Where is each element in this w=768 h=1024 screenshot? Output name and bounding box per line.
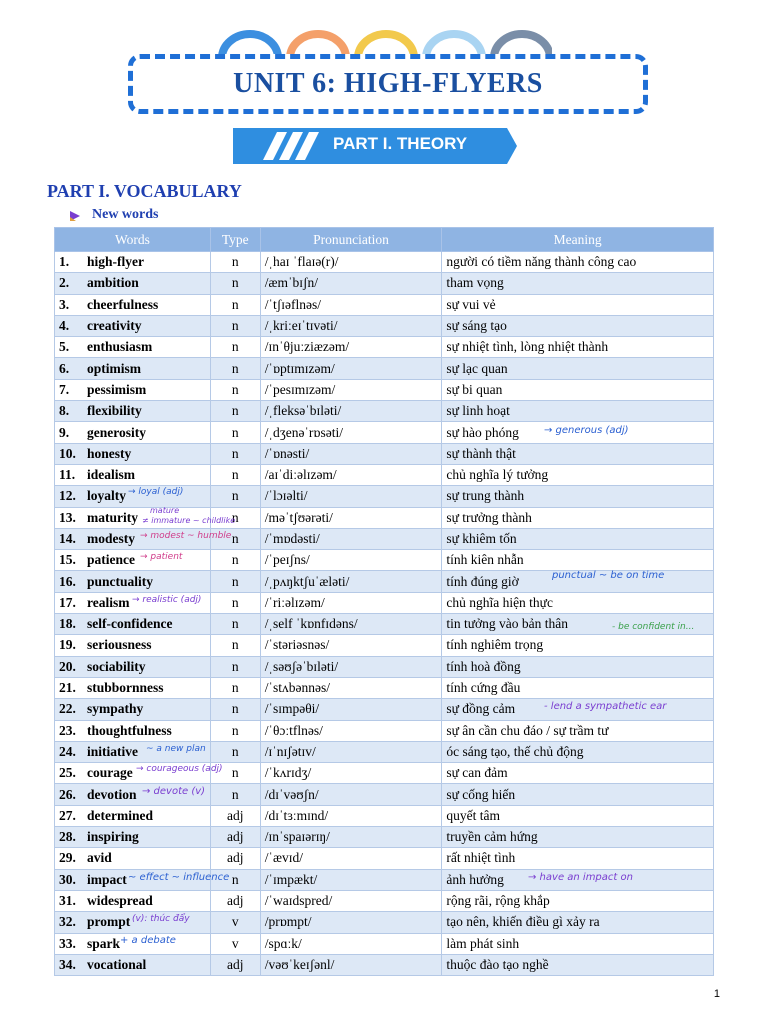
meaning-cell: tính kiên nhẫn [442, 550, 714, 571]
meaning-cell: tin tưởng vào bản thân [442, 614, 714, 635]
word-cell [55, 443, 211, 464]
table-row [55, 401, 714, 422]
meaning-cell: người có tiềm năng thành công cao [442, 252, 714, 273]
row-number: 7. [59, 381, 70, 397]
word-text: optimism [87, 360, 141, 376]
row-number: 2. [59, 275, 70, 291]
table-row [55, 252, 714, 273]
meaning-cell: chủ nghĩa hiện thực [442, 592, 714, 613]
word-text: pessimism [87, 381, 147, 397]
meaning-cell: sự bi quan [442, 379, 714, 400]
word-cell [55, 933, 211, 954]
type-cell: adj [210, 848, 260, 869]
word-text: vocational [87, 956, 147, 972]
word-cell [55, 827, 211, 848]
pronunciation-cell: /ˈlɔɪəlti/ [260, 486, 442, 507]
word-text: creativity [87, 318, 142, 334]
row-number: 28. [59, 829, 76, 845]
row-number: 20. [59, 658, 76, 674]
table-row [55, 358, 714, 379]
type-cell: n [210, 379, 260, 400]
row-number: 33. [59, 935, 76, 951]
row-number: 23. [59, 722, 76, 738]
table-row [55, 763, 714, 784]
table-row [55, 614, 714, 635]
meaning-cell: truyền cảm hứng [442, 827, 714, 848]
meaning-cell: tính cứng đầu [442, 677, 714, 698]
table-row [55, 443, 714, 464]
type-cell: n [210, 550, 260, 571]
word-cell [55, 869, 211, 890]
table-row [55, 379, 714, 400]
header-type: Type [210, 228, 260, 252]
pronunciation-cell: /ɪnˈθjuːziæzəm/ [260, 337, 442, 358]
pronunciation-cell: /ˈpesɪmɪzəm/ [260, 379, 442, 400]
pronunciation-cell: /æmˈbɪʃn/ [260, 273, 442, 294]
word-text: cheerfulness [87, 296, 159, 312]
word-cell [55, 252, 211, 273]
table-row [55, 422, 714, 443]
type-cell: n [210, 635, 260, 656]
annotation-loyalty: → loyal (adj) [128, 487, 184, 497]
meaning-cell: sự ân cần chu đáo / sự trầm tư [442, 720, 714, 741]
type-cell: n [210, 699, 260, 720]
word-text: widespread [87, 893, 153, 909]
meaning-cell: rộng rãi, rộng khắp [442, 890, 714, 911]
type-cell: n [210, 486, 260, 507]
pronunciation-cell: /prɒmpt/ [260, 912, 442, 933]
word-text: impact [87, 871, 127, 887]
word-text: patience [87, 552, 135, 568]
row-number: 31. [59, 893, 76, 909]
word-cell [55, 635, 211, 656]
word-cell [55, 912, 211, 933]
word-text: inspiring [87, 829, 139, 845]
type-cell: v [210, 933, 260, 954]
word-text: courage [87, 765, 133, 781]
word-text: thoughtfulness [87, 722, 172, 738]
type-cell: n [210, 571, 260, 592]
pronunciation-cell: /ˌfleksəˈbɪləti/ [260, 401, 442, 422]
word-text: modesty [87, 531, 135, 546]
meaning-cell: sự trung thành [442, 486, 714, 507]
row-number: 1. [59, 254, 70, 270]
type-cell: n [210, 358, 260, 379]
row-number: 19. [59, 637, 76, 653]
meaning-cell: sự cống hiến [442, 784, 714, 805]
word-cell [55, 273, 211, 294]
table-row [55, 464, 714, 485]
meaning-cell: sự linh hoạt [442, 401, 714, 422]
meaning-cell: thuộc đào tạo nghề [442, 954, 714, 975]
row-number: 34. [59, 956, 76, 972]
table-row [55, 805, 714, 826]
type-cell: n [210, 741, 260, 762]
word-text: devotion [87, 786, 137, 802]
pronunciation-cell: /dɪˈvəʊʃn/ [260, 784, 442, 805]
meaning-cell: sự nhiệt tình, lòng nhiệt thành [442, 337, 714, 358]
word-text: prompt [87, 914, 131, 930]
pronunciation-cell: /məˈtʃʊərəti/ [260, 507, 442, 528]
word-cell [55, 507, 211, 528]
annotation-realism: → realistic (adj) [132, 595, 202, 605]
type-cell: adj [210, 827, 260, 848]
row-number: 29. [59, 850, 76, 866]
pronunciation-cell: /ˌkriːeɪˈtɪvəti/ [260, 315, 442, 336]
word-cell [55, 337, 211, 358]
word-cell [55, 422, 211, 443]
meaning-cell: tham vọng [442, 273, 714, 294]
word-cell [55, 464, 211, 485]
pronunciation-cell: /ˈkʌrɪdʒ/ [260, 763, 442, 784]
meaning-cell: sự hào phóng [442, 422, 714, 443]
word-text: enthusiasm [87, 339, 153, 355]
table-row [55, 827, 714, 848]
pronunciation-cell: /ˈstʌbənnəs/ [260, 677, 442, 698]
word-cell [55, 677, 211, 698]
word-cell [55, 592, 211, 613]
pronunciation-cell: /spɑːk/ [260, 933, 442, 954]
meaning-cell: quyết tâm [442, 805, 714, 826]
pronunciation-cell: /ˈævɪd/ [260, 848, 442, 869]
meaning-cell: sự thành thật [442, 443, 714, 464]
word-text: initiative [87, 743, 138, 759]
pronunciation-cell: /dɪˈtɜːmɪnd/ [260, 805, 442, 826]
row-number: 16. [59, 573, 76, 589]
subheading [70, 207, 159, 223]
table-row [55, 486, 714, 507]
row-number: 4. [59, 318, 70, 334]
word-text: seriousness [87, 637, 152, 653]
word-text: avid [87, 850, 112, 866]
row-number: 5. [59, 339, 70, 355]
meaning-cell: rất nhiệt tình [442, 848, 714, 869]
word-cell [55, 699, 211, 720]
meaning-cell: sự đồng cảm [442, 699, 714, 720]
type-cell: n [210, 763, 260, 784]
type-cell: n [210, 401, 260, 422]
pronunciation-cell: /aɪˈdiːəlɪzəm/ [260, 464, 442, 485]
pronunciation-cell: /ˈstəriəsnəs/ [260, 635, 442, 656]
vocabulary-table [54, 227, 714, 976]
header-words: Words [55, 228, 211, 252]
row-number: 10. [59, 445, 76, 461]
page-number: 1 [713, 988, 720, 1000]
type-cell: n [210, 528, 260, 549]
table-row [55, 848, 714, 869]
type-cell: n [210, 614, 260, 635]
meaning-cell: tính đúng giờ [442, 571, 714, 592]
pronunciation-cell: /ˈθɔːtflnəs/ [260, 720, 442, 741]
type-cell: n [210, 422, 260, 443]
table-row [55, 528, 714, 549]
meaning-cell: sự lạc quan [442, 358, 714, 379]
pronunciation-cell: /ˈmɒdəsti/ [260, 528, 442, 549]
meaning-cell: óc sáng tạo, thế chủ động [442, 741, 714, 762]
word-cell [55, 848, 211, 869]
table-row [55, 699, 714, 720]
annotation-maturity-2: ≠ immature ~ childlike [142, 516, 236, 525]
header-meaning: Meaning [442, 228, 714, 252]
word-text: idealism [87, 467, 136, 483]
pronunciation-cell: /ɪˈnɪʃətɪv/ [260, 741, 442, 762]
word-cell [55, 294, 211, 315]
part-label: PART I. THEORY [333, 134, 468, 153]
unit-title-box [128, 54, 648, 114]
unit-title: UNIT 6: HIGH-FLYERS [233, 68, 543, 99]
annotation-modesty: → modest ~ humble [140, 531, 232, 541]
meaning-cell: sự vui vẻ [442, 294, 714, 315]
table-header-row [55, 228, 714, 252]
pronunciation-cell: /ˈriːəlɪzəm/ [260, 592, 442, 613]
table-row [55, 890, 714, 911]
meaning-cell: sự can đảm [442, 763, 714, 784]
annotation-maturity-1: mature [150, 506, 180, 515]
row-number: 11. [59, 467, 76, 483]
row-number: 15. [59, 552, 76, 568]
pronunciation-cell: /vəʊˈkeɪʃənl/ [260, 954, 442, 975]
word-cell [55, 656, 211, 677]
table-row [55, 635, 714, 656]
meaning-cell: sự sáng tạo [442, 315, 714, 336]
subheading-text: New words [92, 207, 159, 222]
row-number: 25. [59, 765, 76, 781]
annotation-self-confidence: - be confident in... [612, 622, 695, 632]
word-text: stubbornness [87, 680, 164, 696]
section-title: PART I. VOCABULARY [47, 181, 242, 201]
pronunciation-cell: /ˈtʃɪəflnəs/ [260, 294, 442, 315]
type-cell: n [210, 337, 260, 358]
word-cell [55, 379, 211, 400]
table-row [55, 933, 714, 954]
meaning-cell: tính hoà đồng [442, 656, 714, 677]
row-number: 24. [59, 743, 76, 759]
row-number: 27. [59, 807, 76, 823]
table-row [55, 677, 714, 698]
word-text: honesty [87, 445, 132, 461]
type-cell: adj [210, 890, 260, 911]
word-cell [55, 763, 211, 784]
row-number: 12. [59, 488, 76, 504]
type-cell: n [210, 294, 260, 315]
row-number: 8. [59, 403, 70, 419]
meaning-cell: tính nghiêm trọng [442, 635, 714, 656]
type-cell: n [210, 273, 260, 294]
pronunciation-cell: /ˈpeɪʃns/ [260, 550, 442, 571]
row-number: 13. [59, 509, 76, 525]
table-row [55, 912, 714, 933]
meaning-cell: tạo nên, khiến điều gì xảy ra [442, 912, 714, 933]
word-cell [55, 528, 211, 549]
row-number: 14. [59, 531, 76, 546]
table-row [55, 507, 714, 528]
row-number: 6. [59, 360, 70, 376]
type-cell: n [210, 315, 260, 336]
type-cell: n [210, 720, 260, 741]
pronunciation-cell: /ˈɒnəsti/ [260, 443, 442, 464]
annotation-sympathy: - lend a sympathetic ear [544, 701, 667, 712]
word-text: self-confidence [87, 616, 173, 632]
table-row [55, 656, 714, 677]
row-number: 32. [59, 914, 76, 930]
word-text: maturity [87, 509, 138, 525]
type-cell: n [210, 592, 260, 613]
pronunciation-cell: /ˌsəʊʃəˈbɪləti/ [260, 656, 442, 677]
word-cell [55, 486, 211, 507]
table-row [55, 784, 714, 805]
bullet-icon [70, 210, 80, 220]
word-cell [55, 358, 211, 379]
table-row [55, 869, 714, 890]
table-row [55, 315, 714, 336]
word-cell [55, 550, 211, 571]
row-number: 21. [59, 680, 76, 696]
word-cell [55, 720, 211, 741]
pronunciation-cell: /ˌpʌŋktʃuˈæləti/ [260, 571, 442, 592]
table-row [55, 954, 714, 975]
type-cell: n [210, 443, 260, 464]
pronunciation-cell: /ɪnˈspaɪərɪŋ/ [260, 827, 442, 848]
table-row [55, 571, 714, 592]
type-cell: n [210, 464, 260, 485]
word-cell [55, 401, 211, 422]
table-row [55, 550, 714, 571]
word-cell [55, 805, 211, 826]
table-row [55, 720, 714, 741]
annotation-generosity: → generous (adj) [544, 425, 629, 436]
type-cell: adj [210, 805, 260, 826]
meaning-cell: ảnh hưởng [442, 869, 714, 890]
word-text: determined [87, 807, 153, 823]
pronunciation-cell: /ˌhaɪ ˈflaɪə(r)/ [260, 252, 442, 273]
word-text: realism [87, 594, 130, 610]
word-text: punctuality [87, 573, 154, 589]
type-cell: n [210, 784, 260, 805]
word-cell [55, 784, 211, 805]
pronunciation-cell: /ˌself ˈkɒnfɪdəns/ [260, 614, 442, 635]
meaning-cell: chủ nghĩa lý tưởng [442, 464, 714, 485]
word-text: flexibility [87, 403, 142, 419]
word-text: generosity [87, 424, 146, 440]
word-text: spark [87, 935, 121, 951]
type-cell: n [210, 869, 260, 890]
annotation-spark: + a debate [120, 935, 176, 946]
annotation-initiative: ~ a new plan [146, 744, 206, 754]
type-cell: n [210, 507, 260, 528]
type-cell: n [210, 656, 260, 677]
header-pronunciation: Pronunciation [260, 228, 442, 252]
table-row [55, 741, 714, 762]
annotation-prompt: (v): thúc đẩy [132, 914, 190, 924]
row-number: 22. [59, 701, 76, 717]
type-cell: n [210, 252, 260, 273]
word-cell [55, 954, 211, 975]
word-cell [55, 315, 211, 336]
table-row [55, 273, 714, 294]
annotation-devotion: → devote (v) [142, 786, 206, 797]
word-cell [55, 571, 211, 592]
word-cell [55, 741, 211, 762]
word-text: ambition [87, 275, 139, 291]
pronunciation-cell: /ˈsɪmpəθi/ [260, 699, 442, 720]
row-number: 3. [59, 296, 70, 312]
word-cell [55, 614, 211, 635]
table-row [55, 294, 714, 315]
word-text: high-flyer [87, 254, 144, 270]
pronunciation-cell: /ˈɒptɪmɪzəm/ [260, 358, 442, 379]
word-text: sociability [87, 658, 146, 674]
annotation-patience: → patient [140, 552, 183, 562]
word-text: loyalty [87, 488, 126, 504]
row-number: 18. [59, 616, 76, 632]
row-number: 30. [59, 871, 76, 887]
row-number: 17. [59, 594, 76, 610]
annotation-impact-1: ~ effect ~ influence [128, 872, 230, 883]
annotation-punctuality: punctual ~ be on time [552, 570, 665, 581]
meaning-cell: sự khiêm tốn [442, 528, 714, 549]
type-cell: n [210, 677, 260, 698]
pronunciation-cell: /ˈwaɪdspred/ [260, 890, 442, 911]
table-row [55, 592, 714, 613]
meaning-cell: làm phát sinh [442, 933, 714, 954]
type-cell: adj [210, 954, 260, 975]
pronunciation-cell: /ˌdʒenəˈrɒsəti/ [260, 422, 442, 443]
type-cell: v [210, 912, 260, 933]
word-cell [55, 890, 211, 911]
word-text: sympathy [87, 701, 144, 717]
meaning-cell: sự trưởng thành [442, 507, 714, 528]
annotation-courage: → courageous (adj) [136, 764, 223, 774]
pronunciation-cell: /ˈɪmpækt/ [260, 869, 442, 890]
table-row [55, 337, 714, 358]
row-number: 26. [59, 786, 76, 802]
row-number: 9. [59, 424, 70, 440]
annotation-impact-2: → have an impact on [528, 872, 633, 883]
